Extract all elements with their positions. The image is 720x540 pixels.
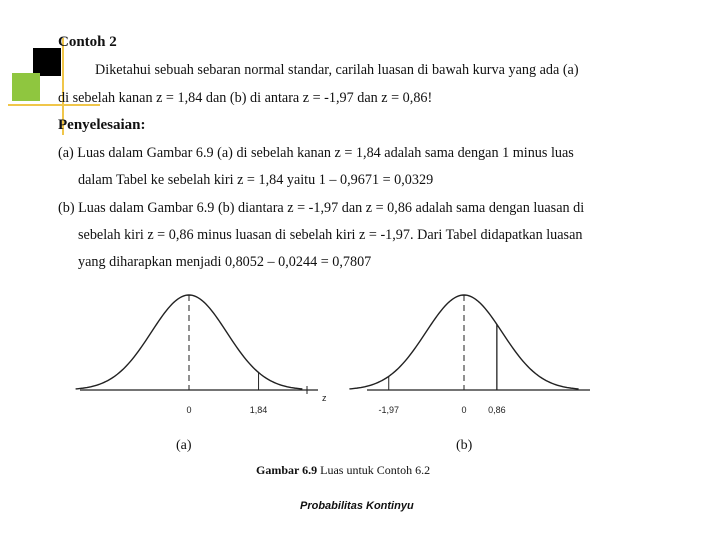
problem-line-1: Diketahui sebuah sebaran normal standar, carilah luasan di bawah kurva yang ada (a) xyxy=(95,62,579,78)
panel-b-label: (b) xyxy=(456,438,473,453)
solution-b-line-3: yang diharapkan menjadi 0,8052 – 0,0244 = 0,7807 xyxy=(78,254,372,270)
panel-a-tick-label-0: 0 xyxy=(186,405,192,415)
panel-a-label: (a) xyxy=(176,438,192,453)
solution-a-line-1: (a) Luas dalam Gambar 6.9 (a) di sebelah kanan z = 1,84 adalah sama dengan 1 minus luas xyxy=(58,145,574,161)
figure-caption-number: Gambar 6.9 xyxy=(256,463,318,477)
panel-b-tick-label-0: 0 xyxy=(461,405,467,415)
panel-a-axis-name: z xyxy=(322,393,327,403)
problem-line-2: di sebelah kanan z = 1,84 dan (b) di antara z = -1,97 dan z = 0,86! xyxy=(58,90,433,106)
panel-b-tick-label-0-86: 0,86 xyxy=(488,405,506,415)
decorative-black-square xyxy=(33,48,61,76)
normal-curves-figure xyxy=(0,280,720,480)
solution-heading: Penyelesaian: xyxy=(58,117,146,133)
panel-a-tick-label-1-84: 1,84 xyxy=(249,405,268,415)
panel-a xyxy=(76,295,327,453)
solution-a-line-2: dalam Tabel ke sebelah kiri z = 1,84 yaitu 1 – 0,9671 = 0,0329 xyxy=(78,172,434,188)
figure-caption xyxy=(256,463,430,478)
decorative-green-square xyxy=(12,73,40,101)
example-heading: Contoh 2 xyxy=(58,34,117,50)
footer-title: Probabilitas Kontinyu xyxy=(300,500,414,512)
solution-b-line-2: sebelah kiri z = 0,86 minus luasan di sebelah kiri z = -1,97. Dari Tabel didapatkan luasan xyxy=(78,227,583,243)
solution-b-line-1: (b) Luas dalam Gambar 6.9 (b) diantara z = -1,97 dan z = 0,86 adalah sama dengan luasan di xyxy=(58,200,585,216)
figure-caption-text: Luas untuk Contoh 6.2 xyxy=(317,463,431,477)
panel-b-tick-label-minus-1-97: -1,97 xyxy=(378,405,400,415)
panel-b xyxy=(349,295,590,453)
